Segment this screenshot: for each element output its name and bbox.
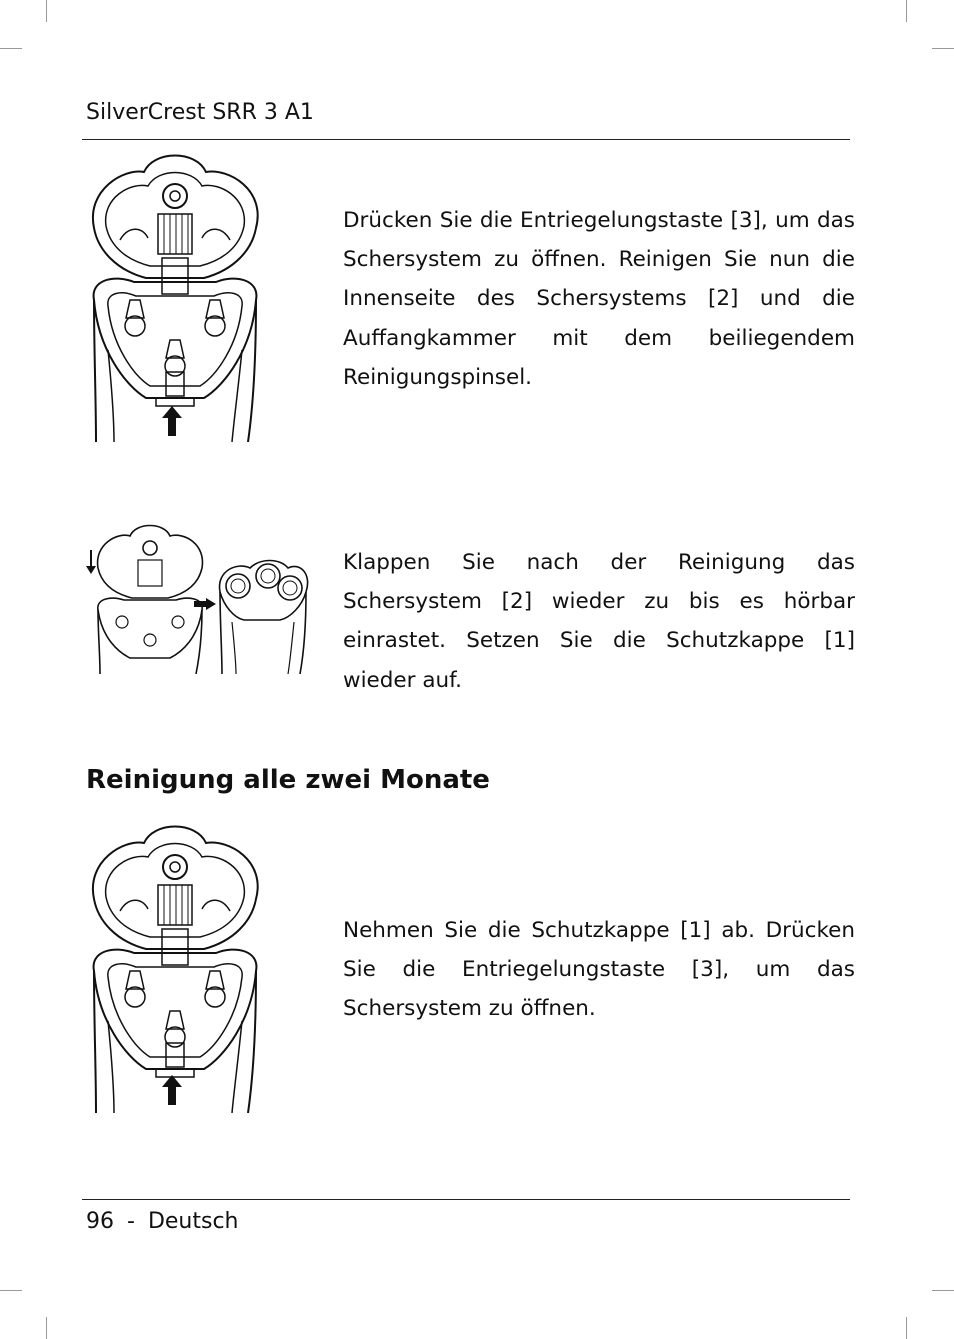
paragraph-remove-cap: Nehmen Sie die Schutzkappe [1] ab. Drücken Sie die Entriegelungstaste [3], um das Schersystem zu öffnen. [343,918,855,1022]
crop-mark [906,1317,907,1339]
section-heading: Reinigung alle zwei Monate [86,765,490,795]
paragraph-close-shaver: Klappen Sie nach der Reinigung das Schersystem [2] wieder zu bis es hörbar einrastet. Setzen Sie die Schutzkappe [1] wieder auf. [343,550,855,693]
shaver-close-illustration [84,522,310,674]
header-title: SilverCrest SRR 3 A1 [86,100,314,125]
crop-mark [0,48,22,49]
arrow-up-icon [162,406,182,436]
footer-rule [82,1199,850,1200]
arrow-up-icon [162,1075,182,1105]
crop-mark [46,1317,47,1339]
crop-mark [932,1290,954,1291]
crop-mark [46,0,47,22]
page-number: 96 [86,1209,114,1234]
crop-mark [906,0,907,22]
shaver-open-illustration [84,821,266,1113]
footer-separator: - [127,1209,135,1234]
header-rule [82,139,850,140]
paragraph-open-shaver: Drücken Sie die Entriegelungstaste [3], um das Schersystem zu öffnen. Reinigen Sie nun die Innenseite des Schersystems [2] und die Auffangkammer mit dem beiliegendem Reinigungspinsel. [343,208,855,390]
arrow-right-icon [194,598,216,610]
footer [86,1207,239,1237]
crop-mark [0,1290,22,1291]
crop-mark [932,48,954,49]
footer-language: Deutsch [147,1209,239,1234]
shaver-open-illustration [84,150,266,442]
arrow-down-icon [86,550,96,574]
